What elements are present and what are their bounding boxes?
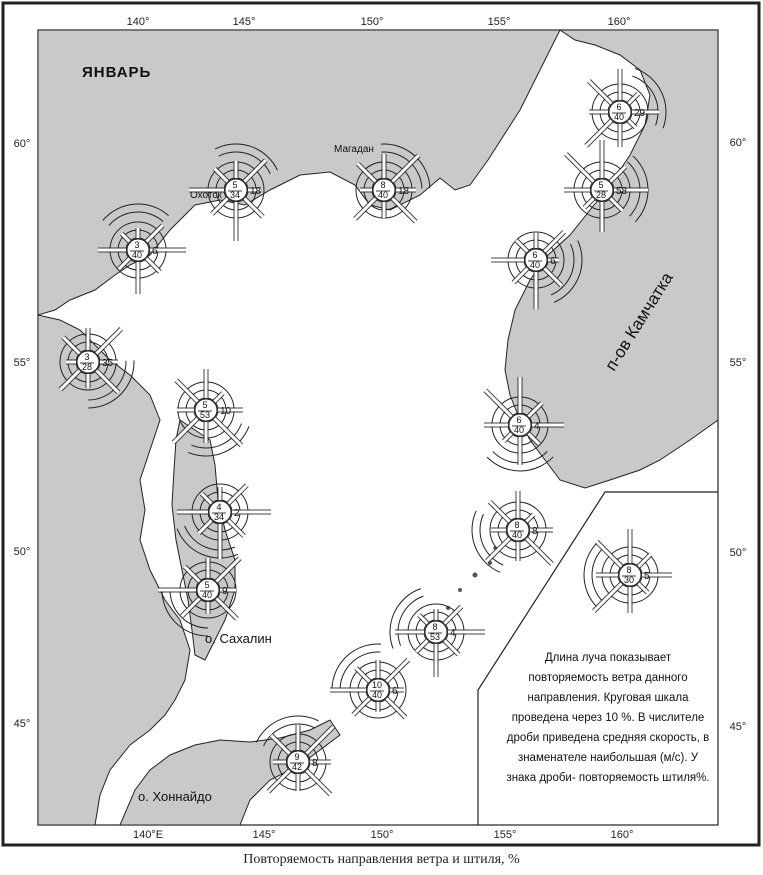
place-sakhalin: о. Сахалин bbox=[205, 631, 272, 646]
lon-label-top: 155° bbox=[487, 16, 511, 28]
lon-label-bottom: 140°E bbox=[132, 829, 164, 841]
station-max-speed: 42 bbox=[291, 762, 303, 772]
station-mean-speed: 5 bbox=[204, 580, 210, 590]
station-max-speed: 40 bbox=[131, 250, 143, 260]
legend-line: направления. Круговая шкала bbox=[527, 692, 689, 704]
station-mean-speed: 5 bbox=[202, 400, 208, 410]
station-mean-speed: 3 bbox=[134, 240, 140, 250]
place-magadan: Магадан bbox=[334, 144, 374, 155]
lat-label-left: 55° bbox=[13, 357, 31, 369]
lon-labels-top bbox=[127, 16, 631, 28]
lon-label-bottom: 145° bbox=[252, 829, 276, 841]
station-mean-speed: 5 bbox=[598, 180, 604, 190]
station-max-speed: 34 bbox=[213, 512, 225, 522]
station-mean-speed: 8 bbox=[380, 180, 386, 190]
station-calm-percent: 10 bbox=[220, 406, 232, 417]
legend-line: проведена через 10 %. В числителе bbox=[511, 712, 705, 724]
lon-label-bottom: 155° bbox=[493, 829, 517, 841]
station-calm-percent: 8 bbox=[532, 526, 538, 537]
station-max-speed: 40 bbox=[371, 690, 383, 700]
lat-label-right: 55° bbox=[729, 357, 747, 369]
station-max-speed: 34 bbox=[229, 190, 241, 200]
lat-label-left: 50° bbox=[13, 546, 31, 558]
map-title: ЯНВАРЬ bbox=[82, 64, 152, 81]
legend-line: Длина луча показывает bbox=[544, 652, 672, 664]
station-mean-speed: 9 bbox=[294, 752, 300, 762]
lon-label-top: 145° bbox=[232, 16, 256, 28]
station-mean-speed: 4 bbox=[216, 502, 222, 512]
station-mean-speed: 6 bbox=[532, 250, 538, 260]
lon-label-bottom: 160° bbox=[610, 829, 634, 841]
lon-label-top: 150° bbox=[360, 16, 384, 28]
station-calm-percent: 4 bbox=[534, 421, 540, 432]
legend-text bbox=[483, 648, 733, 788]
lat-label-left: 45° bbox=[13, 718, 31, 730]
figure-caption: Повторяемость направления ветра и штиля, % bbox=[243, 852, 520, 867]
lat-labels-left bbox=[14, 138, 31, 730]
station-calm-percent: 6 bbox=[152, 246, 158, 257]
legend-line: дроби приведена средняя скорость, в bbox=[506, 732, 710, 744]
legend-line: повторяемость ветра данного bbox=[528, 672, 688, 684]
station-max-speed: 53 bbox=[429, 632, 441, 642]
station-mean-speed: 10 bbox=[371, 680, 383, 690]
lat-label-right: 50° bbox=[729, 547, 747, 559]
lat-label-left: 60° bbox=[13, 138, 31, 150]
station-calm-percent: 18 bbox=[398, 186, 410, 197]
station-mean-speed: 8 bbox=[432, 622, 438, 632]
station-max-speed: 40 bbox=[201, 590, 213, 600]
station-calm-percent: 35 bbox=[102, 358, 114, 369]
lat-label-right: 60° bbox=[729, 137, 747, 149]
place-hokkaido: о. Хоннайдо bbox=[138, 789, 212, 804]
station-calm-percent: 6 bbox=[550, 256, 556, 267]
station-mean-speed: 3 bbox=[84, 352, 90, 362]
legend-line: знака дроби- повторяемость штиля%. bbox=[506, 772, 710, 784]
station-calm-percent: 18 bbox=[250, 186, 262, 197]
lon-labels-bottom bbox=[133, 829, 633, 841]
station-max-speed: 40 bbox=[529, 260, 541, 270]
lon-label-top: 140° bbox=[126, 16, 150, 28]
station-mean-speed: 5 bbox=[232, 180, 238, 190]
station-calm-percent: 29 bbox=[634, 108, 646, 119]
station-calm-percent: 58 bbox=[616, 186, 628, 197]
station-mean-speed: 6 bbox=[516, 415, 522, 425]
station-max-speed: 40 bbox=[613, 112, 625, 122]
station-calm-percent: 2 bbox=[234, 508, 240, 519]
station-max-speed: 30 bbox=[623, 575, 635, 585]
station-mean-speed: 6 bbox=[616, 102, 622, 112]
station-max-speed: 53 bbox=[199, 410, 211, 420]
station-max-speed: 28 bbox=[595, 190, 607, 200]
station-max-speed: 40 bbox=[511, 530, 523, 540]
station-mean-speed: 8 bbox=[626, 565, 632, 575]
station-calm-percent: 4 bbox=[450, 628, 456, 639]
station-max-speed: 40 bbox=[377, 190, 389, 200]
lat-labels-right bbox=[730, 137, 747, 733]
place-kamchatka: п-ов Камчатка bbox=[601, 268, 677, 375]
lat-label-right: 45° bbox=[729, 721, 747, 733]
station-mean-speed: 8 bbox=[514, 520, 520, 530]
lon-label-bottom: 150° bbox=[370, 829, 394, 841]
station-calm-percent: 6 bbox=[392, 686, 398, 697]
station-calm-percent: 9 bbox=[222, 586, 228, 597]
station-calm-percent: 5 bbox=[644, 571, 650, 582]
station-calm-percent: 8 bbox=[312, 758, 318, 769]
lon-label-top: 160° bbox=[607, 16, 631, 28]
place-okhotsk: Охотск bbox=[190, 190, 222, 201]
station-max-speed: 40 bbox=[513, 425, 525, 435]
station-max-speed: 28 bbox=[81, 362, 93, 372]
legend-line: знаменателе наибольшая (м/с). У bbox=[517, 752, 699, 764]
